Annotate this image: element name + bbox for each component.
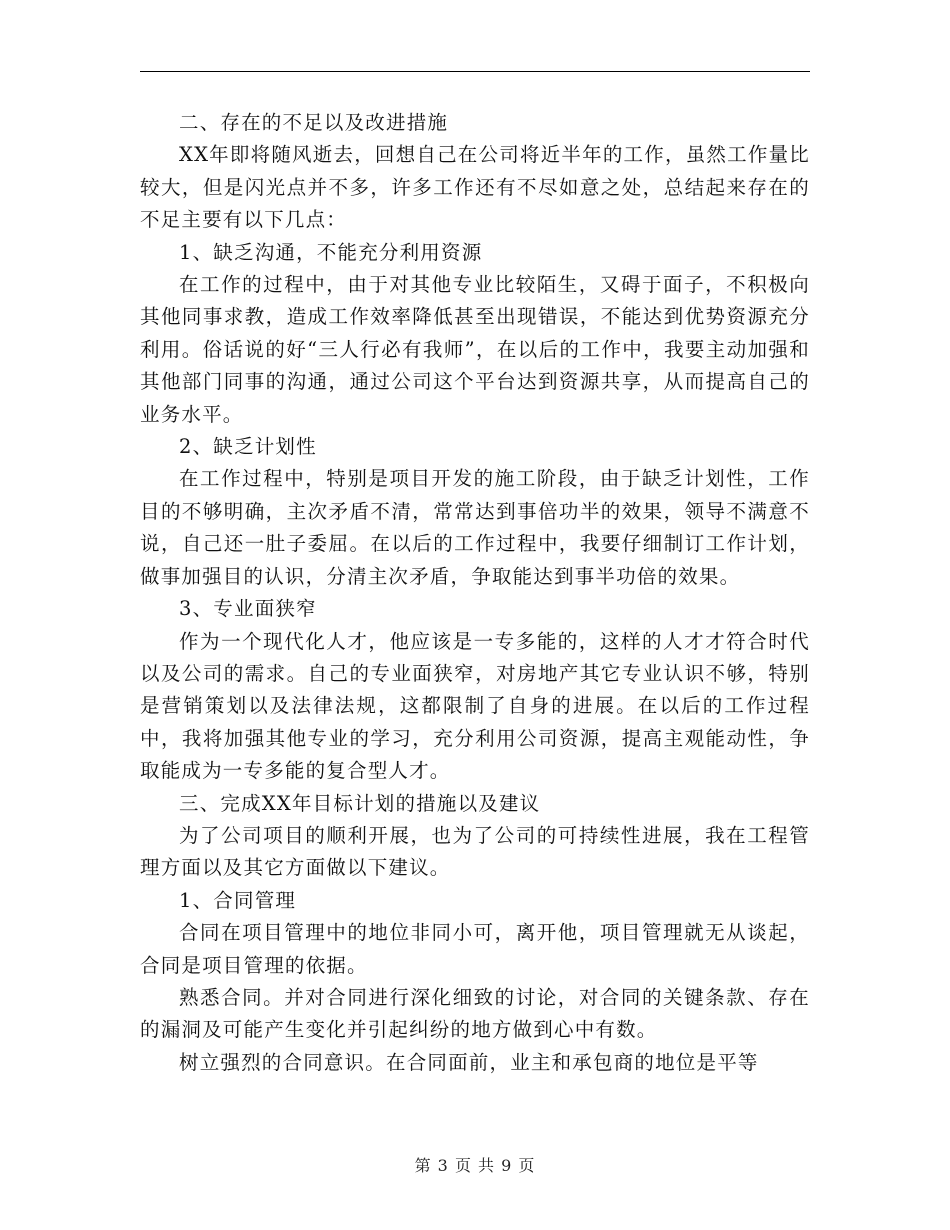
subheading-contract-management: 1、合同管理 [179,888,297,912]
body-paragraph: 合同在项目管理中的地位非同小可，离开他，项目管理就无从谈起，合同是项目管理的依据。 [140,921,810,977]
body-paragraph: 作为一个现代化人才，他应该是一专多能的，这样的人才才符合时代以及公司的需求。自己的专业面狭窄，对房地产其它专业认识不够，特别是营销策划以及法律法规，这都限制了自身的进展。在以后的工作过程中，我将加强其他专业的学习，充分利用公司资源，提高主观能动性，争取能成为一专多能的复合型人才。 [140,629,810,783]
document-body [140,107,810,1079]
body-paragraph: 在工作的过程中，由于对其他专业比较陌生，又碍于面子，不积极向其他同事求教，造成工作效率降低甚至出现错误，不能达到优势资源充分利用。俗话说的好“三人行必有我师”，在以后的工作中，我要主动加强和其他部门同事的沟通，通过公司这个平台达到资源共享，从而提高自己的业务水平。 [140,273,810,426]
subheading-specialty: 3、专业面狭窄 [179,597,317,621]
section-heading-shortcomings: 二、存在的不足以及改进措施 [179,111,449,134]
body-paragraph: 为了公司项目的顺利开展，也为了公司的可持续性进展，我在工程管理方面以及其它方面做以下建议。 [140,823,810,880]
page-number-footer: 第 3 页 共 9 页 [414,1156,536,1175]
header-rule [140,71,810,72]
subheading-communication: 1、缺乏沟通，不能充分利用资源 [179,240,483,264]
subheading-planning: 2、缺乏计划性 [179,435,317,459]
section-heading-measures: 三、完成XX年目标计划的措施以及建议 [179,791,541,815]
body-paragraph: 在工作过程中，特别是项目开发的施工阶段，由于缺乏计划性，工作目的不够明确，主次矛盾不清，常常达到事倍功半的效果，领导不满意不说，自己还一肚子委屈。在以后的工作过程中，我要仔细制订工作计划，做事加强目的认识，分清主次矛盾，争取能达到事半功倍的效果。 [140,467,810,588]
body-paragraph: 树立强烈的合同意识。在合同面前，业主和承包商的地位是平等 [179,1050,759,1074]
body-paragraph: 熟悉合同。并对合同进行深化细致的讨论，对合同的关键条款、存在的漏洞及可能产生变化并引起纠纷的地方做到心中有数。 [140,985,810,1042]
body-paragraph: XX年即将随风逝去，回想自己在公司将近半年的工作，虽然工作量比较大，但是闪光点并不多，许多工作还有不尽如意之处，总结起来存在的不足主要有以下几点： [140,143,810,232]
